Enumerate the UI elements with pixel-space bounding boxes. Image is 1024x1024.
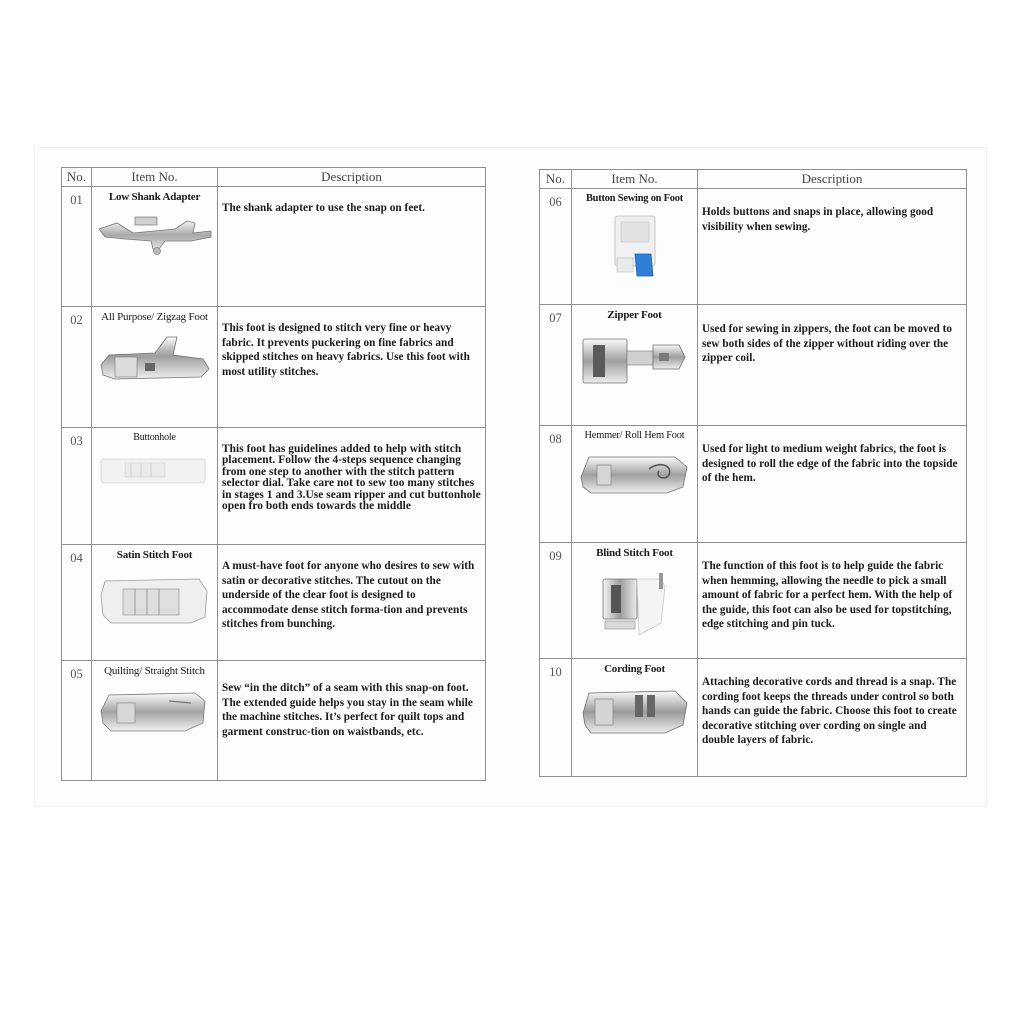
table-header-row <box>62 168 486 187</box>
left-feet-table <box>61 167 486 781</box>
row-number: 06 <box>540 189 572 305</box>
item-description: A must-have foot for anyone who desires to sew with satin or decorative stitches. The cutout on the underside of the clear foot is designed to accommodate dense stitch forma-tion and prevents stitches from bunching. <box>218 545 486 661</box>
row-number: 02 <box>62 307 92 428</box>
item-description: Attaching decorative cords and thread is a snap. The cording foot keeps the threads under control so both hands can guide the fabric. Choose this foot to create decorative stitching over cording on single and double layers of fabric. <box>698 659 967 777</box>
right-feet-table <box>539 169 967 777</box>
header-item: Item No. <box>572 170 698 189</box>
zipper-foot-icon <box>575 327 695 391</box>
cording-foot-icon <box>575 681 695 745</box>
table-row <box>540 426 967 543</box>
row-number: 07 <box>540 305 572 426</box>
item-description: Holds buttons and snaps in place, allowing good visibility when sewing. <box>698 189 967 305</box>
hemmer-foot-icon <box>575 447 695 503</box>
blind-stitch-foot-icon <box>575 565 695 645</box>
item-name: Hemmer/ Roll Hem Foot <box>584 430 685 441</box>
item-cell <box>92 661 218 781</box>
item-cell <box>572 189 698 305</box>
item-name: Blind Stitch Foot <box>596 547 673 559</box>
item-description: Sew “in the ditch” of a seam with this snap-on foot. The extended guide helps you stay in the seam while the machine stitches. It’s perfect for quilt tops and garment construc-tion on waistbands, etc. <box>218 661 486 781</box>
item-name: Quilting/ Straight Stitch <box>104 665 205 677</box>
item-name: Cording Foot <box>604 663 665 675</box>
row-number: 08 <box>540 426 572 543</box>
row-number: 05 <box>62 661 92 781</box>
item-name: Satin Stitch Foot <box>116 549 193 561</box>
table-row <box>540 189 967 305</box>
quilting-foot-icon <box>95 683 215 743</box>
item-cell <box>92 187 218 307</box>
header-description: Description <box>218 168 486 187</box>
item-cell <box>572 543 698 659</box>
button-sewing-foot-icon <box>575 210 695 286</box>
item-cell <box>572 659 698 777</box>
table-row <box>540 543 967 659</box>
item-description: The function of this foot is to help guide the fabric when hemming, allowing the needle to pick a small amount of fabric for a perfect hem. With the help of the guide, this foot can also be used for topstitching, edge stitching and pin tuck. <box>698 543 967 659</box>
item-description: This foot has guidelines added to help with stitch placement. Follow the 4-steps sequence changing from one step to another with the stitch pattern selector dial. Take care not to sew too many stitches in stages 1 and 3.Use seam ripper and cut buttonhole open fro both ends towards the middle <box>218 428 486 545</box>
row-number: 10 <box>540 659 572 777</box>
table-row <box>62 545 486 661</box>
item-description: Used for light to medium weight fabrics, the foot is designed to roll the edge of the fabric into the topside of the hem. <box>698 426 967 543</box>
row-number: 03 <box>62 428 92 545</box>
item-name: All Purpose/ Zigzag Foot <box>101 311 208 323</box>
item-name: Buttonhole <box>133 432 176 443</box>
table-row <box>62 187 486 307</box>
item-description: Used for sewing in zippers, the foot can be moved to sew both sides of the zipper without riding over the zipper coil. <box>698 305 967 426</box>
item-cell <box>572 305 698 426</box>
item-name: Button Sewing on Foot <box>585 193 684 204</box>
row-number: 01 <box>62 187 92 307</box>
header-item: Item No. <box>92 168 218 187</box>
item-name: Zipper Foot <box>607 309 662 321</box>
table-row <box>540 659 967 777</box>
header-description: Description <box>698 170 967 189</box>
row-number: 09 <box>540 543 572 659</box>
item-name: Low Shank Adapter <box>108 191 201 203</box>
item-description: This foot is designed to stitch very fine or heavy fabric. It prevents puckering on fine fabrics and skipped stitches on heavy fabrics. Use this foot with most utility stitches. <box>218 307 486 428</box>
buttonhole-foot-icon <box>95 449 215 499</box>
item-description: The shank adapter to use the snap on feet. <box>218 187 486 307</box>
table-header-row <box>540 170 967 189</box>
table-row <box>62 661 486 781</box>
satin-stitch-foot-icon <box>95 567 215 633</box>
zigzag-foot-icon <box>95 329 215 391</box>
header-no: No. <box>62 168 92 187</box>
item-cell <box>92 307 218 428</box>
table-row <box>62 428 486 545</box>
table-row <box>540 305 967 426</box>
item-cell <box>92 545 218 661</box>
header-no: No. <box>540 170 572 189</box>
row-number: 04 <box>62 545 92 661</box>
item-cell <box>572 426 698 543</box>
item-cell <box>92 428 218 545</box>
shank-adapter-icon <box>95 209 215 259</box>
table-row <box>62 307 486 428</box>
